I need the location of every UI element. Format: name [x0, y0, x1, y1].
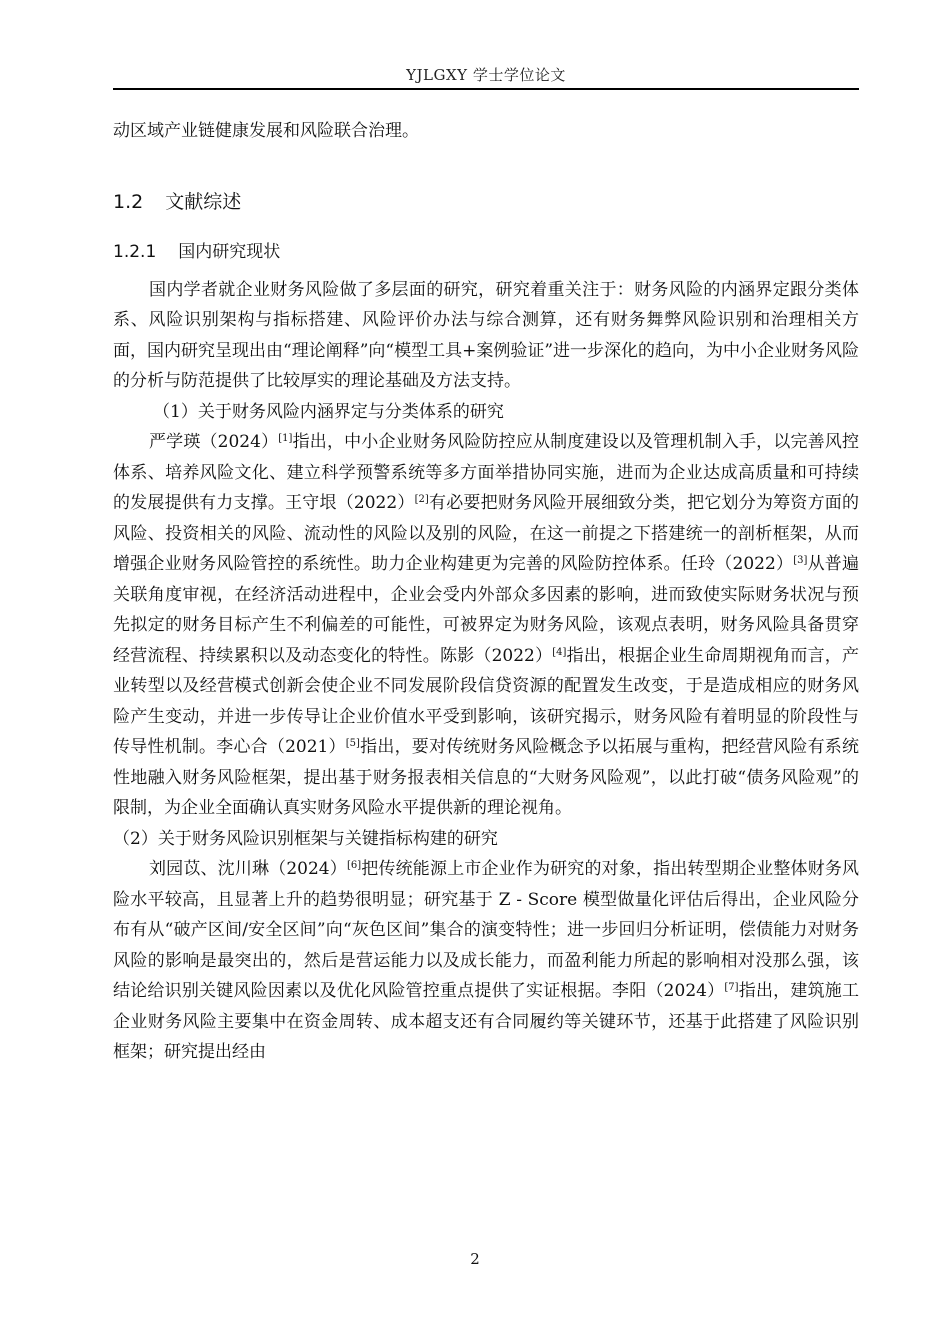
- intro-paragraph: 国内学者就企业财务风险做了多层面的研究，研究着重关注于：财务风险的内涵界定跟分类体系、风险识别架构与指标搭建、风险评价办法与综合测算，还有财务舞弊风险识别和治理相关方面，国内研究呈现出由“理论阐释”向“模型工具+案例验证”进一步深化的趋向，为中小企业财务风险的分析与防范提供了比较厚实的理论基础及方法支持。: [113, 279, 860, 391]
- topic-heading-1: （1）关于财务风险内涵界定与分类体系的研究: [153, 401, 504, 422]
- citation-ref: [1]: [278, 433, 293, 444]
- body-paragraph-1: [113, 427, 859, 824]
- section-heading: [113, 187, 859, 217]
- citation-ref: [3]: [793, 555, 808, 566]
- continued-paragraph: 动区域产业链健康发展和风险联合治理。: [113, 121, 419, 141]
- text-run: 把传统能源上市企业作为研究的对象，指出转型期企业整体财务风险水平较高，且显著上升的趋势很明显；研究基于 Z - Score 模型做量化评估后得出，企业风险分布有从“破产区间/安全区间”向“灰色区间”集合的演变特性；进一步回归分析证明，偿债能力对财务风险的影响是最突出的，然后是营运能力以及成长能力，而盈利能力所起的影响相对没那么强，该结论给识别关键风险因素以及优化风险管控重点提供了实证根据。李阳（2024）: [113, 859, 860, 1001]
- section-number: 1.2: [113, 190, 144, 213]
- text-run: 有必要把财务风险开展细致分类，把它划分为筹资方面的风险、投资相关的风险、流动性的风险以及别的风险，在这一前提之下搭建统一的剖析框架，从而增强企业财务风险管控的系统性。助力企业构建更为完善的风险防控体系。任玲（2022）: [113, 493, 860, 574]
- citation-ref: [2]: [414, 494, 429, 505]
- text-run: 刘园苡、沈川琳（2024）: [149, 859, 347, 879]
- section-title: 文献综述: [165, 190, 242, 213]
- running-header: YJLGXY 学士学位论文: [406, 66, 566, 84]
- subsection-title: 国内研究现状: [178, 241, 281, 262]
- text-run: 从普遍关联角度审视，在经济活动进程中，企业会受内外部众多因素的影响，进而致使实际财务状况与预先拟定的财务目标产生不利偏差的可能性，可被界定为财务风险，该观点表明，财务风险具备贯穿经营流程、持续累积以及动态变化的特性。陈影（2022）: [113, 554, 860, 666]
- text-run: 指出，建筑施工企业财务风险主要集中在资金周转、成本超支还有合同履约等关键环节，还基于此搭建了风险识别框架；研究提出经由: [113, 981, 860, 1062]
- text-run: 指出，要对传统财务风险概念予以拓展与重构，把经营风险有系统性地融入财务风险框架，提出基于财务报表相关信息的“大财务风险观”，以此打破“债务风险观”的限制，为企业全面确认真实财务风险水平提供新的理论视角。: [113, 737, 860, 818]
- citation-ref: [4]: [552, 646, 567, 658]
- subsection-heading: [113, 237, 859, 267]
- text-run: 严学瑛（2024）: [149, 432, 279, 452]
- citation-ref: [6]: [346, 860, 362, 871]
- citation-ref: [5]: [345, 738, 360, 749]
- citation-ref: [7]: [724, 982, 739, 993]
- text-run: 指出，中小企业财务风险防控应从制度建设以及管理机制入手，以完善风控体系、培养风险文化、建立科学预警系统等多方面举措协同实施，进而为企业达成高质量和可持续的发展提供有力支撑。王守垠（2022）: [113, 432, 860, 513]
- text-run: 指出，根据企业生命周期视角而言，产业转型以及经营模式创新会使企业不同发展阶段信贷资源的配置发生改变，于是造成相应的财务风险产生变动，并进一步传导让企业价值水平受到影响，该研究揭示，财务风险有着明显的阶段性与传导性机制。李心合（2021）: [113, 645, 860, 757]
- header-rule: [113, 88, 859, 90]
- page-number: 2: [470, 1250, 480, 1268]
- topic-heading-2: （2）关于财务风险识别框架与关键指标构建的研究: [113, 828, 498, 849]
- subsection-number: 1.2.1: [113, 241, 157, 262]
- body-paragraph-2: [113, 854, 859, 1068]
- page-body: [113, 116, 859, 1068]
